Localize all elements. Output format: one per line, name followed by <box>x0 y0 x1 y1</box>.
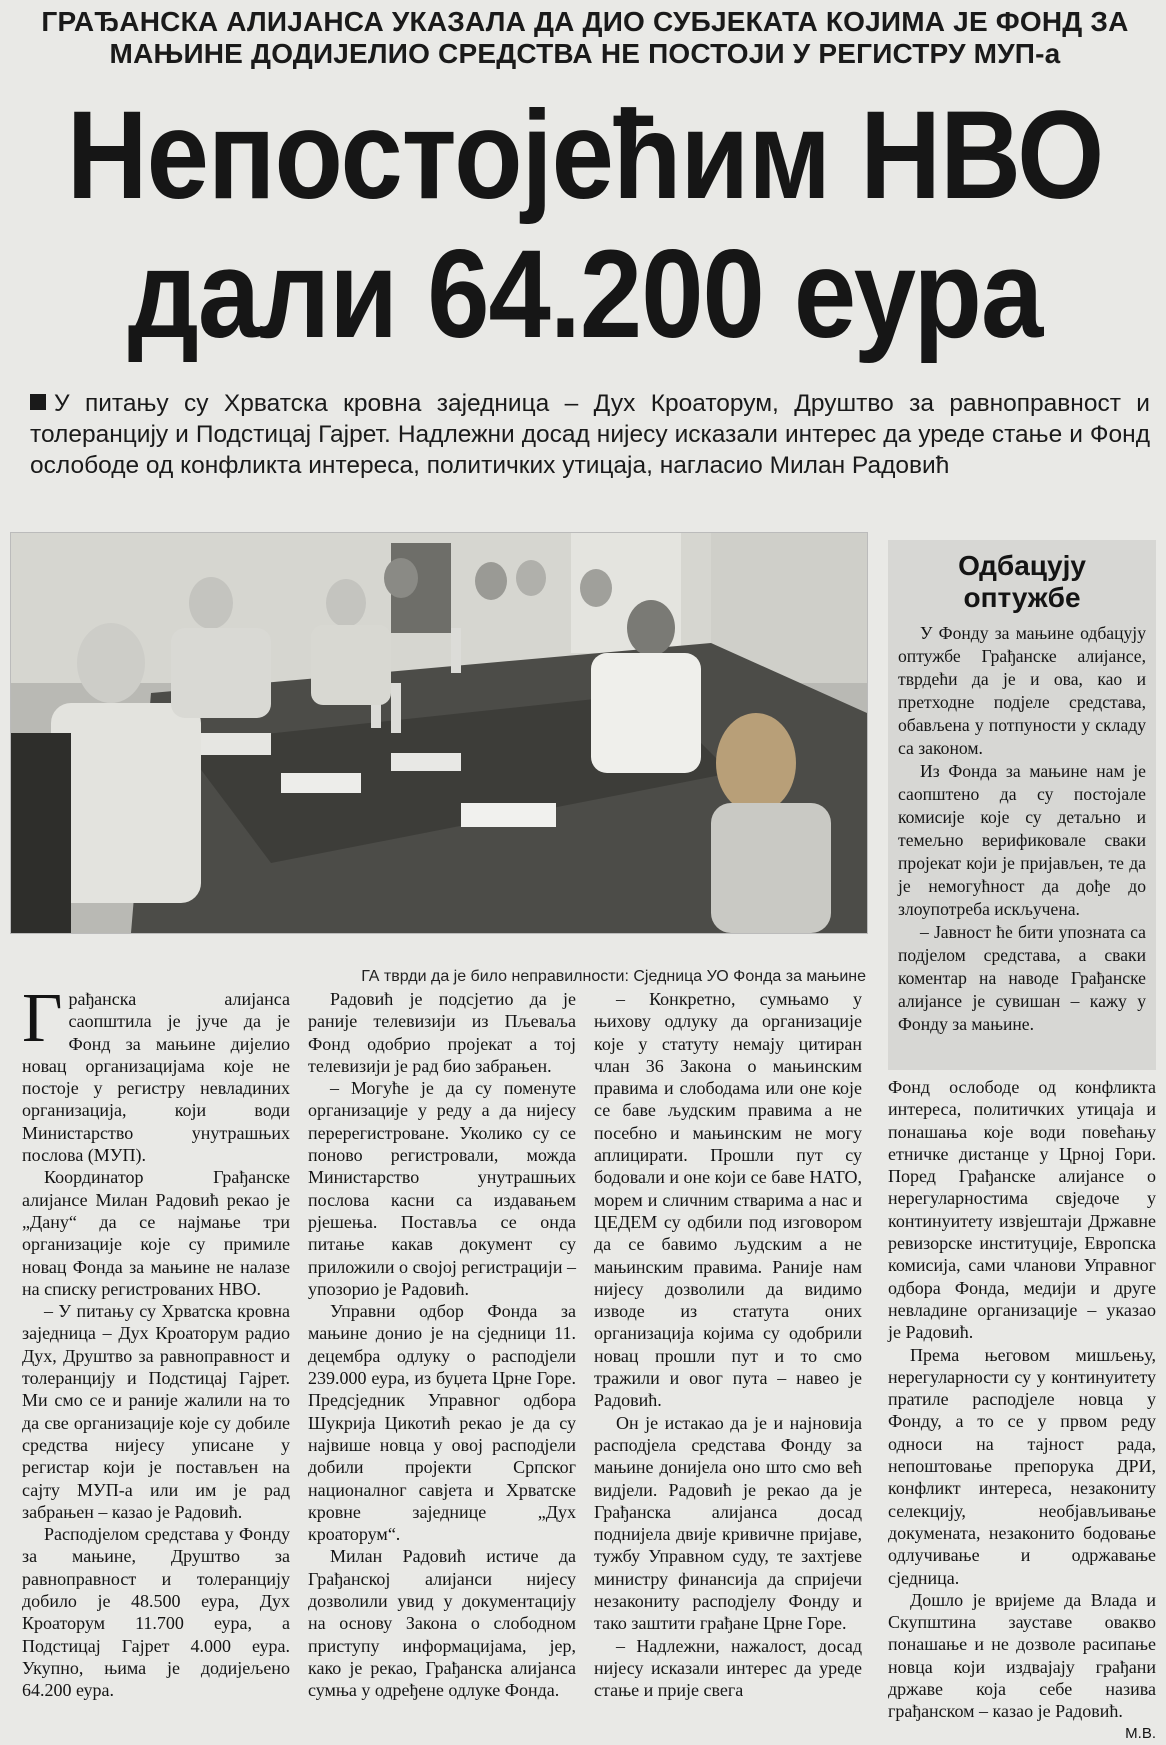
body-paragraph: Фонд ослободе од конфликта интереса, политичких утицаја и понашања које води повећању етничке дистанце у Црној Гори. Поред Грађанске алијансе о нерегуларностима свједоче у континуитету извјештаји Државне ревизорске институције, Европска комисија, сами чланови Управног одбора Фонда, медији и друге невладине организације – указао је Радовић. <box>888 1077 1156 1343</box>
body-paragraph: – Конкретно, сумњамо у њихову одлуку да организације које у статуту немају цитиран члан 36 Закона о мањинским правима и слободама или оне које се баве људским правима а не посебно и мањинским не могу аплицирати. Прошли пут су бодовали и оне који се баве НАТО, морем и сличним стварима а нас и ЦЕДЕМ су одбили под изговором да се бавимо људским а не мањинским правима. Раније нам нијесу дозволили да видимо изводе из статута оних организација којима су одобрили новац прошли пут и то смо тражили и овог пута – навео је Радовић. <box>594 989 862 1411</box>
sidebar-paragraph: Из Фонда за мањине нам је саопштено да су постојале комисије које су детаљно и темељно верификовале сваки пројекат који је пријављен, те да је немогућност да дође до злоупотреба искључена. <box>898 761 1146 919</box>
headline-line-1: Непостојећим НВО <box>66 84 1104 225</box>
sidebar-box <box>888 540 1156 1070</box>
body-paragraph: Радовић је подсјетио да је раније телевизији из Пљеваља Фонд одобрио пројекат а тој телевизији је рад био забрањен. <box>308 989 576 1076</box>
body-paragraph: Грађанска алијанса саопштила је јуче да је Фонд за мањине дијелио новац организацијама које не постоје у регистру невладиних организација, који води Министарство унутрашњих послова (МУП). <box>22 980 290 1166</box>
body-paragraph: Према његовом мишљењу, нерегуларности су у континуитету пратиле расподјеле новца у Фонду, а то се у првом реду односи на тајност рада, непоштовање препорука ДРИ, конфликт интереса, незакониту селекцију, необјављивање докумената, незаконито бодовање одлучивање и одржавање сједница. <box>888 1344 1156 1588</box>
sidebar-paragraph: – Јавност ће бити упозната са подјелом средстава, а сваки коментар на наводе Грађанске алијансе је сувишан – кажу у Фонду за мањине. <box>898 922 1146 1034</box>
article-kicker: ГРАЂАНСКА АЛИЈАНСА УКАЗАЛА ДА ДИО СУБЈЕКАТА КОЈИМА ЈЕ ФОНД ЗА МАЊИНЕ ДОДИЈЕЛИО СРЕДСТВА НЕ ПОСТОЈИ У РЕГИСТРУ МУП-а <box>41 6 1129 69</box>
body-paragraph: Расподјелом средстава у Фонду за мањине, Друштво за равноправност и толеранцију добило је 48.500 еура, Дух Кроаторум 11.700 еура, а Подстицај Гајрет 4.000 еура. Укупно, њима је додијељено 64.200 еура. <box>22 1524 290 1701</box>
body-column-4 <box>888 1076 1156 1745</box>
meeting-photo-illustration <box>11 533 867 933</box>
article-lead <box>30 388 1150 481</box>
body-column-1 <box>22 980 290 1702</box>
body-paragraph: – Надлежни, нажалост, досад нијесу исказали интерес да уреде стање и прије свега <box>594 1635 862 1701</box>
headline-line-2: дали 64.200 еура <box>127 223 1043 364</box>
body-column-3 <box>594 988 862 1702</box>
sidebar-paragraph: У Фонду за мањине одбацују оптужбе Грађанске алијансе, тврдећи да је и ова, као и претходне подјеле средстава, обављена у потпуности у складу са законом. <box>898 623 1146 758</box>
body-paragraph: – У питању су Хрватска кровна заједница – Дух Кроаторум радио Дух, Друштво за равноправност и толеранцију и Подстицај Гајрет. Ми смо се и раније жалили на то да све организације које су добиле средства нијесу уписане у регистар који је постављен на сајту МУП-а или им је рад забрањен – казао је Радовић. <box>22 1301 290 1522</box>
body-paragraph: – Могуће је да су поменуте организације у реду а да нијесу перерегистроване. Уколико су се поново регистровали, можда Министарство унутрашњих послова касни са издавањем рјешења. Поставља се онда питање какав документ су приложили о својој регистрацији – упозорио је Радовић. <box>308 1078 576 1299</box>
body-paragraph: Координатор Грађанске алијансе Милан Радовић рекао је „Дану“ да се најмање три организације које су примиле новац Фонда за мањине не налазе на списку регистрованих НВО. <box>22 1167 290 1299</box>
sidebar-title: Одбацују оптужбе <box>958 550 1086 613</box>
drop-cap: Г <box>22 980 63 1057</box>
body-column-2 <box>308 988 576 1702</box>
article-headline <box>30 86 1140 364</box>
lead-text: У питању су Хрватска кровна заједница – Дух Кроаторум, Друштво за равноправност и толеранцију и Подстицај Гајрет. Надлежни досад нијесу исказали интерес да уреде стање и Фонд ослободе од конфликта интереса, политичких утицаја, нагласио Милан Радовић <box>30 390 1150 479</box>
body-paragraph: Милан Радовић истиче да Грађанској алијанси нијесу дозволили увид у документацију на основу Закона о слободном приступу информацијама, јер, како је рекао, Грађанска алијанса сумња у одређене одлуке Фонда. <box>308 1546 576 1701</box>
sidebar-body <box>898 622 1146 1036</box>
author-signature: М.В. <box>1125 1724 1156 1742</box>
lead-square-bullet-icon <box>30 394 46 410</box>
body-paragraph: Дошло је вријеме да Влада и Скупштина зауставе овакво понашање и не дозволе расипање новца који издвајају грађани државе која себе назива грађанском – казао је Радовић. <box>888 1589 1156 1722</box>
body-paragraph: Управни одбор Фонда за мањине донио је на сједници 11. децембра одлуку о расподјели 239.000 еура, из буџета Црне Горе. Предсједник Управног одбора Шукрија Цикотић рекао је да су највише новца у овој расподјели добили пројекти Српског националног савјета и Хрватске кровне заједнице „Дух кроаторум“. <box>308 1301 576 1545</box>
body-paragraph: Он је истакао да је и најновија расподјела средстава Фонду за мањине донијела оно што смо већ видјели. Радовић је рекао да је Грађанска алијанса досад поднијела двије кривичне пријаве, тужбу Управном суду, те захтјеве министру финансија да спријечи незакониту расподјелу Фонду и тако заштити грађане Црне Горе. <box>594 1412 862 1634</box>
photo-caption: ГА тврди да је било неправилности: Сједница УО Фонда за мањине <box>361 968 866 985</box>
article-photo <box>10 532 868 934</box>
